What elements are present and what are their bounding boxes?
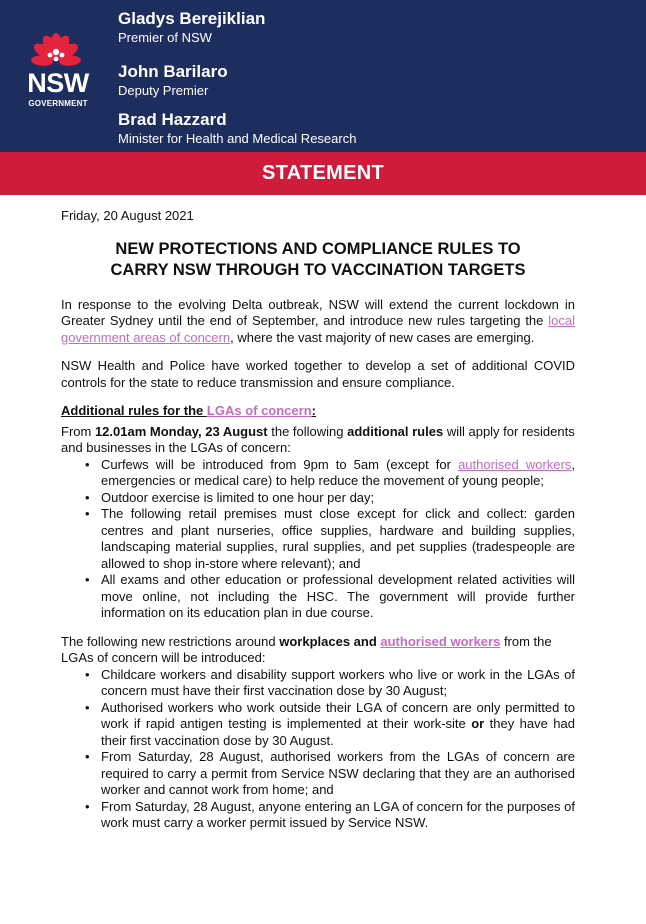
title-line: CARRY NSW THROUGH TO VACCINATION TARGETS — [110, 260, 526, 279]
link-lgas-of-concern[interactable]: LGAs of concern — [206, 403, 312, 418]
text: : — [311, 403, 316, 418]
document-body — [61, 208, 575, 844]
text: from the LGAs of concern will be introduced: — [61, 633, 552, 665]
statement-banner: STATEMENT — [0, 152, 646, 195]
list-item: • The following retail premises must close except for click and collect: garden centres and plant nurseries, office supplies, hardware and building supplies, landscaping material supplies, rural supplies, and pet supplies (tradespeople are allowed to shop in-store where relevant); and — [101, 506, 575, 572]
text: From — [61, 423, 95, 439]
bold-text: 12.01am Monday, 23 August — [94, 423, 268, 439]
nsw-government-logo — [14, 26, 98, 116]
bullet-list-workplace-rules — [61, 667, 575, 832]
text: The following new restrictions around — [61, 633, 280, 649]
statement-title — [61, 239, 575, 281]
person-role: Minister for Health and Medical Research — [118, 131, 357, 146]
person-name: Brad Hazzard — [118, 110, 227, 129]
header-bar — [0, 0, 646, 152]
statement-date: Friday, 20 August 2021 — [61, 208, 194, 223]
text: the following — [267, 423, 348, 439]
list-item: • Outdoor exercise is limited to one hour per day; — [101, 490, 575, 507]
person-health-minister — [118, 110, 356, 147]
text: , emergencies or medical care) to help reduce the movement of young people; — [101, 456, 575, 488]
link-authorised-workers[interactable]: authorised workers — [458, 456, 572, 472]
bold-text: or — [471, 716, 485, 731]
section-intro-additional-rules — [61, 424, 575, 457]
person-name: Gladys Berejiklian — [118, 9, 266, 28]
section-intro-workplaces — [61, 634, 575, 667]
text: will apply for residents and businesses in the LGAs of concern: — [61, 423, 575, 455]
text: Curfews will be introduced from 9pm to 5am (except for — [101, 456, 459, 472]
person-role: Premier of NSW — [118, 30, 212, 45]
paragraph-compliance: NSW Health and Police have worked together to develop a set of additional COVID controls for the state to reduce transmission and ensure compliance. — [61, 358, 575, 390]
paragraph-lockdown-extension — [61, 297, 575, 347]
text: In response to the evolving Delta outbreak, NSW will extend the current lockdown in Greater Sydney until the end of September, and introduce new rules targeting the — [61, 296, 575, 328]
text: they have had their first vaccination dose by 30 August. — [101, 716, 575, 748]
list-item: • All exams and other education or professional development related activities will move online, not including the HSC. The government will provide further information on its education plan in due course. — [101, 572, 575, 622]
link-local-government-areas[interactable]: local government areas of concern — [61, 313, 575, 345]
person-deputy-premier — [118, 62, 228, 99]
list-item — [101, 457, 575, 490]
list-item: • From Saturday, 28 August, anyone entering an LGA of concern for the purposes of work must carry a worker permit issued by Service NSW. — [101, 799, 575, 832]
text: Additional rules for the — [61, 403, 207, 418]
list-item: • From Saturday, 28 August, authorised workers from the LGAs of concern are required to carry a permit from Service NSW declaring that they are an authorised worker and cannot work from home; and — [101, 749, 575, 799]
person-role: Deputy Premier — [118, 83, 209, 98]
logo-subtitle: GOVERNMENT — [28, 99, 88, 108]
bold-text: workplaces and — [279, 633, 381, 649]
title-line: NEW PROTECTIONS AND COMPLIANCE RULES TO — [115, 239, 521, 258]
link-authorised-workers[interactable]: authorised workers — [380, 633, 501, 649]
bullet-list-additional-rules — [61, 457, 575, 622]
section-heading-additional-rules — [61, 403, 575, 420]
list-item — [101, 700, 575, 750]
list-item: • Childcare workers and disability support workers who live or work in the LGAs of concern must have their first vaccination dose by 30 August; — [101, 667, 575, 700]
person-premier — [118, 9, 265, 46]
logo-wordmark: NSW — [27, 68, 89, 98]
bold-text: additional rules — [347, 423, 444, 439]
text: Authorised workers who work outside their LGA of concern are only permitted to work if rapid antigen testing is implemented at their work-site — [101, 699, 575, 731]
person-name: John Barilaro — [118, 62, 228, 81]
text: , where the vast majority of new cases are emerging. — [230, 329, 535, 345]
waratah-flower-icon — [14, 26, 98, 72]
